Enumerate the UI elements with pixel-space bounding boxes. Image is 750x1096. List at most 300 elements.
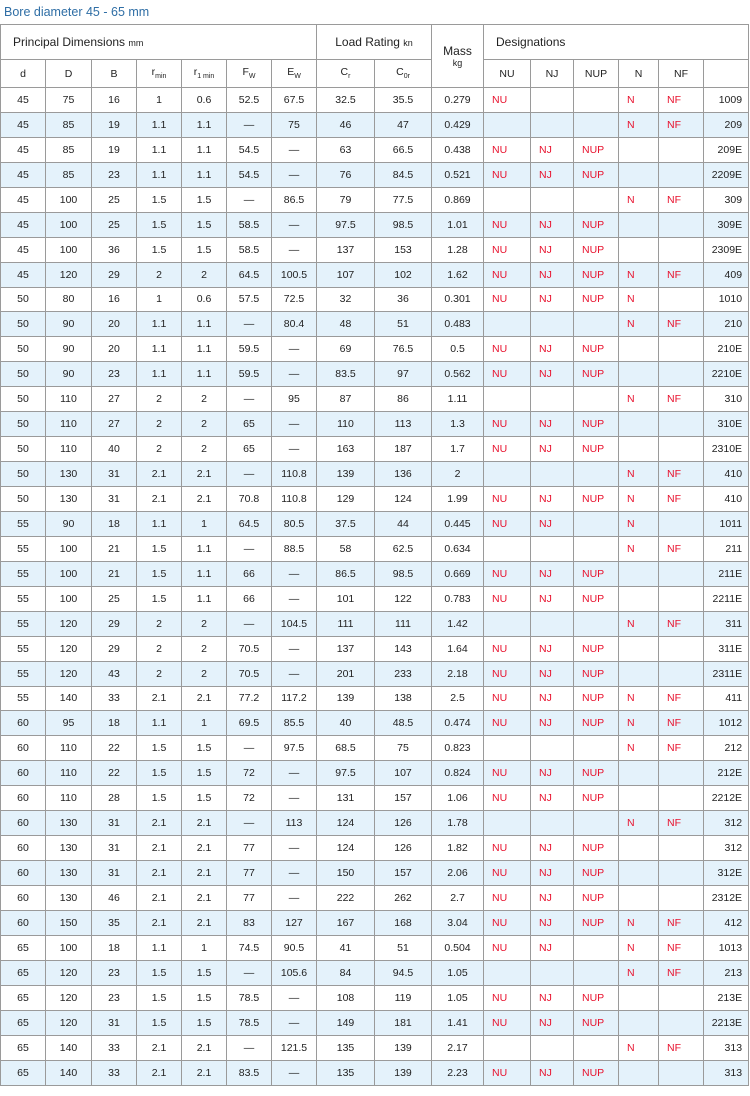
cell-nf: NF — [659, 112, 704, 137]
cell-B: 46 — [92, 886, 137, 911]
cell-ew: — — [272, 761, 317, 786]
cell-nf — [659, 437, 704, 462]
cell-ew: — — [272, 362, 317, 387]
cell-c0r: 187 — [375, 437, 432, 462]
cell-B: 35 — [92, 910, 137, 935]
cell-c0r: 75 — [375, 736, 432, 761]
cell-ew: 110.8 — [272, 487, 317, 512]
cell-nf — [659, 661, 704, 686]
cell-designation: 2213E — [704, 1010, 749, 1035]
cell-nu: NU — [484, 636, 531, 661]
cell-r-min: 2.1 — [137, 686, 182, 711]
cell-fw: 65 — [227, 412, 272, 437]
table-row — [1, 536, 749, 561]
cell-ew: — — [272, 162, 317, 187]
cell-mass: 2 — [432, 462, 484, 487]
cell-nu: NU — [484, 586, 531, 611]
mass-header — [432, 25, 484, 88]
cell-nup — [574, 536, 619, 561]
cell-r-min: 2.1 — [137, 836, 182, 861]
cell-designation: 210 — [704, 312, 749, 337]
cell-c0r: 86 — [375, 387, 432, 412]
cell-D: 110 — [46, 786, 92, 811]
cell-nu: NU — [484, 511, 531, 536]
cell-mass: 2.17 — [432, 1035, 484, 1060]
cell-r1-min: 2 — [182, 661, 227, 686]
cell-designation: 211 — [704, 536, 749, 561]
cell-cr: 46 — [317, 112, 375, 137]
cell-fw: 83.5 — [227, 1060, 272, 1085]
bearing-table — [0, 24, 749, 1086]
table-row — [1, 686, 749, 711]
cell-d: 65 — [1, 960, 46, 985]
cell-B: 23 — [92, 985, 137, 1010]
cell-d: 50 — [1, 487, 46, 512]
cell-D: 120 — [46, 985, 92, 1010]
cell-D: 140 — [46, 1035, 92, 1060]
cell-ew: 97.5 — [272, 736, 317, 761]
cell-nf — [659, 761, 704, 786]
cell-nf — [659, 586, 704, 611]
cell-nf — [659, 511, 704, 536]
cell-nj: NJ — [531, 362, 574, 387]
cell-r1-min: 1 — [182, 511, 227, 536]
cell-d: 50 — [1, 462, 46, 487]
cell-d: 45 — [1, 237, 46, 262]
cell-nup: NUP — [574, 786, 619, 811]
cell-mass: 1.3 — [432, 412, 484, 437]
load-rating-header — [317, 25, 432, 60]
cell-B: 21 — [92, 561, 137, 586]
cell-c0r: 157 — [375, 861, 432, 886]
cell-designation: 1011 — [704, 511, 749, 536]
cell-nup: NUP — [574, 437, 619, 462]
cell-nj — [531, 1035, 574, 1060]
cell-designation: 2211E — [704, 586, 749, 611]
cell-c0r: 94.5 — [375, 960, 432, 985]
col-c0r-sub: 0r — [403, 73, 410, 81]
cell-B: 33 — [92, 1035, 137, 1060]
cell-nj — [531, 811, 574, 836]
cell-mass: 0.279 — [432, 88, 484, 113]
cell-r1-min: 2.1 — [182, 861, 227, 886]
cell-ew: 80.4 — [272, 312, 317, 337]
cell-n — [619, 1010, 659, 1035]
col-r1-min — [182, 60, 227, 88]
col-c0r-main: C — [396, 66, 404, 79]
cell-B: 31 — [92, 1010, 137, 1035]
cell-nj: NJ — [531, 262, 574, 287]
cell-designation: 409 — [704, 262, 749, 287]
cell-c0r: 77.5 — [375, 187, 432, 212]
col-designation — [704, 60, 749, 88]
cell-nu — [484, 611, 531, 636]
cell-D: 110 — [46, 387, 92, 412]
cell-B: 43 — [92, 661, 137, 686]
cell-r1-min: 1 — [182, 935, 227, 960]
cell-nu: NU — [484, 661, 531, 686]
cell-r1-min: 2.1 — [182, 1060, 227, 1085]
cell-designation: 311 — [704, 611, 749, 636]
cell-ew: — — [272, 985, 317, 1010]
cell-d: 50 — [1, 362, 46, 387]
cell-n: N — [619, 287, 659, 312]
cell-fw: 58.5 — [227, 237, 272, 262]
cell-n — [619, 636, 659, 661]
cell-cr: 107 — [317, 262, 375, 287]
cell-r-min: 2.1 — [137, 910, 182, 935]
cell-cr: 137 — [317, 237, 375, 262]
cell-cr: 137 — [317, 636, 375, 661]
cell-nf: NF — [659, 935, 704, 960]
cell-d: 55 — [1, 586, 46, 611]
table-row — [1, 960, 749, 985]
cell-n: N — [619, 811, 659, 836]
cell-r-min: 1 — [137, 88, 182, 113]
cell-designation: 2311E — [704, 661, 749, 686]
cell-nj: NJ — [531, 861, 574, 886]
col-fw-sub: W — [248, 73, 256, 81]
cell-nf — [659, 636, 704, 661]
table-row — [1, 811, 749, 836]
cell-designation: 1010 — [704, 287, 749, 312]
cell-fw: 64.5 — [227, 511, 272, 536]
cell-r-min: 1.1 — [137, 362, 182, 387]
cell-n: N — [619, 387, 659, 412]
cell-mass: 1.99 — [432, 487, 484, 512]
cell-d: 50 — [1, 437, 46, 462]
cell-ew: 113 — [272, 811, 317, 836]
table-row — [1, 487, 749, 512]
table-row — [1, 611, 749, 636]
cell-d: 50 — [1, 287, 46, 312]
cell-nup — [574, 462, 619, 487]
cell-ew: — — [272, 137, 317, 162]
cell-c0r: 76.5 — [375, 337, 432, 362]
cell-mass: 1.7 — [432, 437, 484, 462]
cell-nu: NU — [484, 910, 531, 935]
cell-d: 60 — [1, 886, 46, 911]
cell-nup: NUP — [574, 586, 619, 611]
cell-ew: — — [272, 237, 317, 262]
cell-ew: 85.5 — [272, 711, 317, 736]
cell-r1-min: 1.1 — [182, 112, 227, 137]
cell-B: 21 — [92, 536, 137, 561]
cell-r1-min: 1.5 — [182, 1010, 227, 1035]
cell-ew: 75 — [272, 112, 317, 137]
cell-c0r: 157 — [375, 786, 432, 811]
cell-D: 75 — [46, 88, 92, 113]
cell-mass: 0.783 — [432, 586, 484, 611]
cell-nj: NJ — [531, 162, 574, 187]
cell-designation: 1009 — [704, 88, 749, 113]
cell-fw: 77 — [227, 861, 272, 886]
cell-d: 45 — [1, 162, 46, 187]
cell-r-min: 2.1 — [137, 886, 182, 911]
cell-c0r: 126 — [375, 836, 432, 861]
cell-mass: 1.01 — [432, 212, 484, 237]
cell-mass: 3.04 — [432, 910, 484, 935]
cell-designation: 2310E — [704, 437, 749, 462]
cell-n — [619, 985, 659, 1010]
cell-fw: — — [227, 1035, 272, 1060]
cell-r-min: 1.5 — [137, 212, 182, 237]
col-nu: NU — [484, 60, 531, 88]
cell-d: 45 — [1, 137, 46, 162]
cell-mass: 1.82 — [432, 836, 484, 861]
cell-nf: NF — [659, 811, 704, 836]
col-c0r — [375, 60, 432, 88]
cell-nu: NU — [484, 786, 531, 811]
cell-mass: 2.5 — [432, 686, 484, 711]
cell-ew: 117.2 — [272, 686, 317, 711]
cell-mass: 0.824 — [432, 761, 484, 786]
cell-nj: NJ — [531, 935, 574, 960]
cell-designation: 211E — [704, 561, 749, 586]
col-ew-main: E — [287, 66, 295, 79]
cell-nup: NUP — [574, 362, 619, 387]
cell-D: 100 — [46, 536, 92, 561]
cell-d: 55 — [1, 611, 46, 636]
cell-r1-min: 2 — [182, 412, 227, 437]
cell-fw: 70.5 — [227, 636, 272, 661]
cell-nu: NU — [484, 262, 531, 287]
cell-r-min: 2.1 — [137, 811, 182, 836]
table-row — [1, 910, 749, 935]
table-row — [1, 387, 749, 412]
cell-n — [619, 137, 659, 162]
cell-designation: 309E — [704, 212, 749, 237]
cell-fw: 59.5 — [227, 337, 272, 362]
cell-nup: NUP — [574, 711, 619, 736]
cell-nj: NJ — [531, 910, 574, 935]
col-nj: NJ — [531, 60, 574, 88]
cell-B: 19 — [92, 137, 137, 162]
cell-fw: — — [227, 187, 272, 212]
cell-mass: 1.41 — [432, 1010, 484, 1035]
cell-nj: NJ — [531, 561, 574, 586]
cell-nj — [531, 736, 574, 761]
table-row — [1, 1035, 749, 1060]
column-header-row — [1, 60, 749, 88]
cell-fw: — — [227, 960, 272, 985]
cell-B: 25 — [92, 586, 137, 611]
cell-B: 20 — [92, 337, 137, 362]
cell-n: N — [619, 960, 659, 985]
cell-B: 27 — [92, 412, 137, 437]
cell-cr: 163 — [317, 437, 375, 462]
cell-cr: 41 — [317, 935, 375, 960]
cell-B: 31 — [92, 811, 137, 836]
cell-B: 28 — [92, 786, 137, 811]
cell-nj — [531, 387, 574, 412]
cell-B: 29 — [92, 611, 137, 636]
cell-cr: 40 — [317, 711, 375, 736]
cell-B: 18 — [92, 935, 137, 960]
cell-fw: 65 — [227, 437, 272, 462]
table-row — [1, 861, 749, 886]
cell-ew: 127 — [272, 910, 317, 935]
cell-nup — [574, 88, 619, 113]
cell-c0r: 84.5 — [375, 162, 432, 187]
cell-c0r: 51 — [375, 312, 432, 337]
cell-mass: 2.23 — [432, 1060, 484, 1085]
cell-nup — [574, 511, 619, 536]
cell-r1-min: 1.1 — [182, 362, 227, 387]
cell-d: 65 — [1, 1035, 46, 1060]
cell-designation: 2209E — [704, 162, 749, 187]
cell-B: 31 — [92, 861, 137, 886]
cell-mass: 0.634 — [432, 536, 484, 561]
cell-cr: 97.5 — [317, 761, 375, 786]
cell-d: 65 — [1, 1060, 46, 1085]
cell-designation: 410 — [704, 487, 749, 512]
cell-nu — [484, 960, 531, 985]
cell-cr: 69 — [317, 337, 375, 362]
cell-mass: 1.42 — [432, 611, 484, 636]
cell-fw: 52.5 — [227, 88, 272, 113]
cell-r-min: 1.1 — [137, 511, 182, 536]
cell-designation: 2312E — [704, 886, 749, 911]
cell-c0r: 102 — [375, 262, 432, 287]
cell-cr: 86.5 — [317, 561, 375, 586]
cell-r1-min: 2 — [182, 387, 227, 412]
cell-cr: 201 — [317, 661, 375, 686]
cell-fw: 70.5 — [227, 661, 272, 686]
cell-r1-min: 2 — [182, 437, 227, 462]
cell-B: 27 — [92, 387, 137, 412]
cell-D: 85 — [46, 162, 92, 187]
cell-d: 60 — [1, 711, 46, 736]
table-row — [1, 935, 749, 960]
cell-designation: 312 — [704, 836, 749, 861]
cell-nup: NUP — [574, 1060, 619, 1085]
cell-n: N — [619, 487, 659, 512]
cell-nj: NJ — [531, 786, 574, 811]
cell-cr: 124 — [317, 811, 375, 836]
cell-r1-min: 1.5 — [182, 212, 227, 237]
cell-r-min: 2 — [137, 661, 182, 686]
cell-r-min: 2.1 — [137, 861, 182, 886]
cell-nup — [574, 387, 619, 412]
table-row — [1, 88, 749, 113]
cell-designation: 213 — [704, 960, 749, 985]
cell-r1-min: 0.6 — [182, 287, 227, 312]
cell-n — [619, 586, 659, 611]
cell-fw: 72 — [227, 761, 272, 786]
cell-designation: 209 — [704, 112, 749, 137]
cell-r-min: 2.1 — [137, 1035, 182, 1060]
cell-nup: NUP — [574, 412, 619, 437]
table-row — [1, 437, 749, 462]
cell-n: N — [619, 935, 659, 960]
cell-nj — [531, 462, 574, 487]
cell-n: N — [619, 910, 659, 935]
cell-nu: NU — [484, 561, 531, 586]
cell-c0r: 35.5 — [375, 88, 432, 113]
cell-cr: 139 — [317, 686, 375, 711]
cell-ew: — — [272, 337, 317, 362]
cell-c0r: 119 — [375, 985, 432, 1010]
cell-r1-min: 1.1 — [182, 337, 227, 362]
cell-r1-min: 2.1 — [182, 462, 227, 487]
table-row — [1, 262, 749, 287]
cell-D: 140 — [46, 1060, 92, 1085]
cell-designation: 312 — [704, 811, 749, 836]
cell-nu — [484, 187, 531, 212]
cell-r-min: 1.5 — [137, 561, 182, 586]
cell-d: 55 — [1, 561, 46, 586]
col-fw — [227, 60, 272, 88]
cell-nj: NJ — [531, 487, 574, 512]
cell-nup — [574, 312, 619, 337]
cell-nu — [484, 112, 531, 137]
cell-ew: — — [272, 786, 317, 811]
cell-r1-min: 1.1 — [182, 137, 227, 162]
table-row — [1, 661, 749, 686]
cell-nf — [659, 362, 704, 387]
cell-cr: 149 — [317, 1010, 375, 1035]
cell-r-min: 1.1 — [137, 112, 182, 137]
cell-nu: NU — [484, 487, 531, 512]
cell-n: N — [619, 187, 659, 212]
cell-designation: 310E — [704, 412, 749, 437]
cell-nu: NU — [484, 212, 531, 237]
cell-nu: NU — [484, 861, 531, 886]
cell-fw: — — [227, 312, 272, 337]
table-row — [1, 462, 749, 487]
cell-B: 19 — [92, 112, 137, 137]
load-rating-unit: kn — [403, 38, 413, 48]
cell-c0r: 124 — [375, 487, 432, 512]
cell-cr: 135 — [317, 1060, 375, 1085]
table-row — [1, 586, 749, 611]
cell-n — [619, 237, 659, 262]
cell-D: 110 — [46, 412, 92, 437]
cell-ew: 100.5 — [272, 262, 317, 287]
cell-nu: NU — [484, 836, 531, 861]
cell-designation: 210E — [704, 337, 749, 362]
cell-n: N — [619, 88, 659, 113]
col-r-min — [137, 60, 182, 88]
cell-D: 90 — [46, 362, 92, 387]
cell-n — [619, 1060, 659, 1085]
cell-fw: — — [227, 611, 272, 636]
cell-mass: 2.7 — [432, 886, 484, 911]
cell-nj: NJ — [531, 886, 574, 911]
cell-fw: — — [227, 462, 272, 487]
cell-c0r: 139 — [375, 1060, 432, 1085]
cell-B: 25 — [92, 187, 137, 212]
cell-nf — [659, 836, 704, 861]
cell-designation: 309 — [704, 187, 749, 212]
cell-c0r: 136 — [375, 462, 432, 487]
cell-B: 31 — [92, 487, 137, 512]
cell-designation: 311E — [704, 636, 749, 661]
cell-d: 55 — [1, 686, 46, 711]
cell-ew: — — [272, 886, 317, 911]
cell-c0r: 47 — [375, 112, 432, 137]
cell-n: N — [619, 1035, 659, 1060]
cell-mass: 0.445 — [432, 511, 484, 536]
cell-B: 25 — [92, 212, 137, 237]
cell-r1-min: 1.1 — [182, 536, 227, 561]
col-ew-sub: W — [294, 73, 301, 81]
cell-n — [619, 412, 659, 437]
principal-dimensions-label: Principal Dimensions — [13, 35, 126, 49]
principal-dimensions-header — [1, 25, 317, 60]
cell-ew: — — [272, 561, 317, 586]
